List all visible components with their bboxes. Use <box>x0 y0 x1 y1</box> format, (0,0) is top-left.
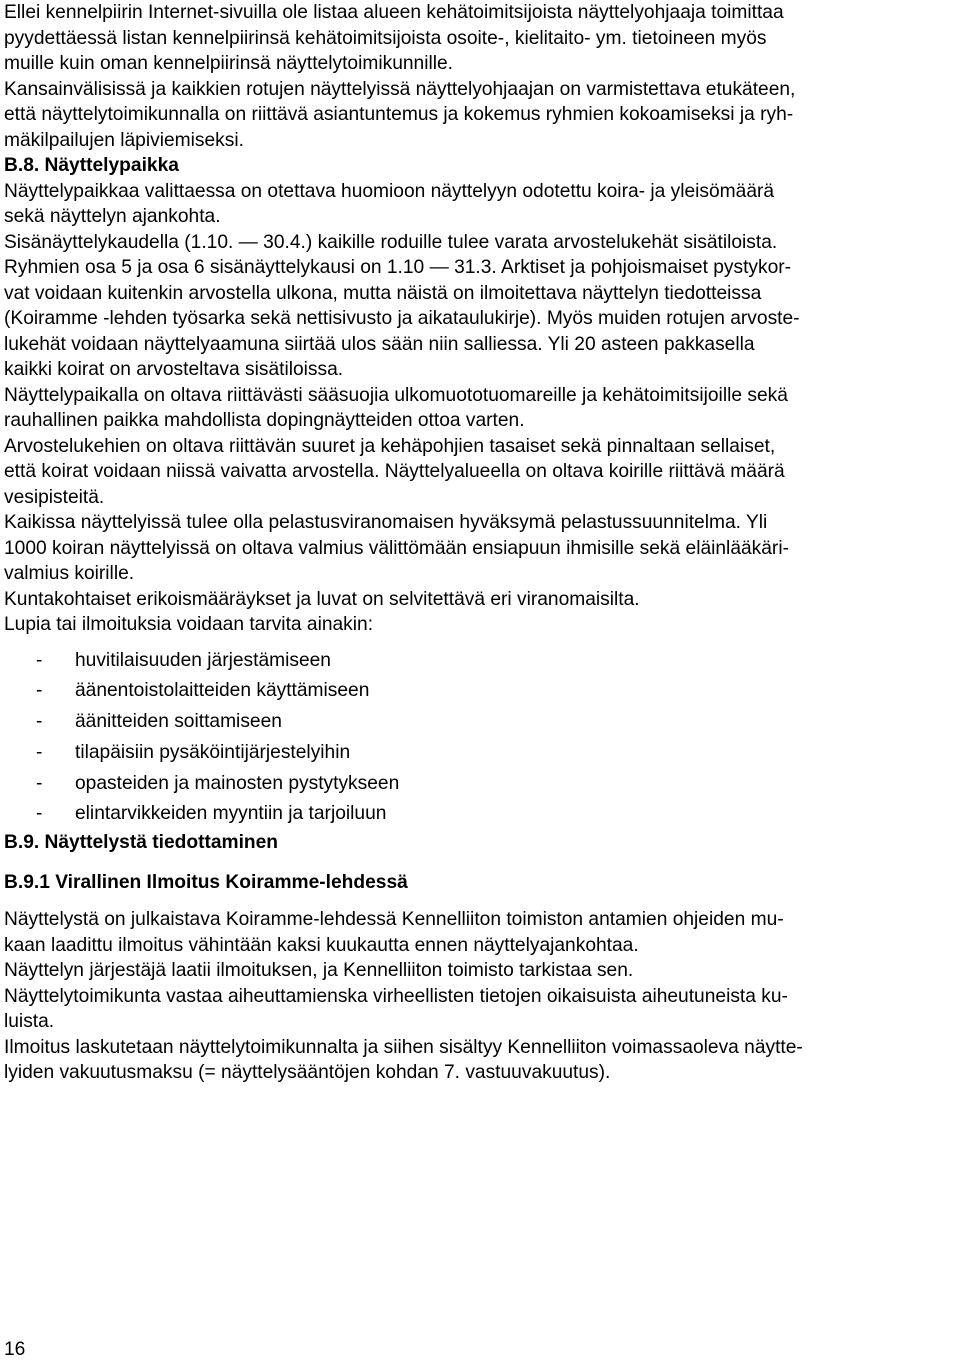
text-line: Kuntakohtaiset erikoismääräykset ja luvat on selvitettävä eri viranomaisilta. <box>4 588 640 610</box>
paragraph-weather-shelters <box>4 383 956 434</box>
list-item-text: äänentoistolaitteiden käyttämiseen <box>75 680 370 702</box>
paragraph-venue-selection <box>4 179 956 230</box>
paragraph-rings <box>4 434 956 511</box>
permits-list <box>4 646 956 831</box>
text-line: Näyttelystä on julkaistava Koiramme-lehdessä Kennelliiton toimiston antamien ohjeiden mu- <box>4 909 784 931</box>
text-line: Arvostelukehien on oltava riittävän suuret ja kehäpohjien tasaiset sekä pinnaltaan sellaiset, <box>4 435 776 457</box>
text-line: muille kuin oman kennelpiirinsä näyttelytoimikunnille. <box>4 53 453 74</box>
section-heading-b9 <box>4 830 956 856</box>
document-page <box>4 0 956 1086</box>
dash-bullet: - <box>36 711 43 733</box>
text-line: Kansainvälisissä ja kaikkien rotujen näyttelyissä näyttelyohjaajan on varmistettava etukäteen, <box>4 78 796 100</box>
paragraph-organizer-drafts <box>4 958 956 984</box>
text-line: Ellei kennelpiirin Internet-sivuilla ole listaa alueen kehätoimitsijoista näyttelyohjaaja toimittaa <box>4 2 784 23</box>
text-line: 1000 koiran näyttelyissä on oltava valmius välittömään ensiapuun ihmisille sekä eläinlääkäri- <box>4 537 789 559</box>
page-number: 16 <box>4 1339 26 1360</box>
dash-bullet: - <box>36 741 43 763</box>
text-line: kaikki koirat on arvosteltava sisätiloissa. <box>4 359 344 380</box>
text-line: rauhallinen paikka mahdollista dopingnäytteiden ottoa varten. <box>4 410 525 431</box>
paragraph-invoicing <box>4 1035 956 1086</box>
text-line: Näyttelyn järjestäjä laatii ilmoituksen, ja Kennelliiton toimisto tarkistaa sen. <box>4 960 634 982</box>
text-line: Näyttelypaikkaa valittaessa on otettava huomioon näyttelyyn odotettu koira- ja yleisömäärä <box>4 180 775 202</box>
text-line: mäkilpailujen läpiviemiseksi. <box>4 129 244 151</box>
paragraph-rescue-plan <box>4 510 956 587</box>
list-item-text: tilapäisiin pysäköintijärjestelyihin <box>75 741 351 763</box>
paragraph-indoor-season <box>4 230 956 383</box>
text-line: Kaikissa näyttelyissä tulee olla pelastusviranomaisen hyväksymä pelastussuunnitelma. Yli <box>4 512 768 533</box>
text-line: lukehät voidaan näyttelyaamuna siirtää ulos sään niin salliessa. Yli 20 asteen pakkasella <box>4 333 755 355</box>
dash-bullet: - <box>36 772 43 794</box>
paragraph-kennelpiiri-list <box>4 0 956 77</box>
text-line: että näyttelytoimikunnalla on riittävä asiantuntemus ja kokemus ryhmien kokoamiseksi ja ryh- <box>4 104 794 125</box>
paragraph-official-notice <box>4 907 956 958</box>
text-line: vesipisteitä. <box>4 486 105 508</box>
dash-bullet: - <box>36 649 43 671</box>
list-item-text: opasteiden ja mainosten pystytykseen <box>75 772 400 794</box>
paragraph-international-shows <box>4 77 956 154</box>
list-item <box>4 676 956 707</box>
section-heading-b91 <box>4 870 956 896</box>
paragraph-corrections <box>4 984 956 1035</box>
text-line: kaan laadittu ilmoitus vähintään kaksi kuukautta ennen näyttelyajankohtaa. <box>4 934 639 956</box>
text-line: (Koiramme -lehden työsarka sekä nettisivusto ja aikataulukirje). Myös muiden rotujen arvoste- <box>4 308 800 329</box>
text-line: valmius koirille. <box>4 563 135 584</box>
list-item-text: äänitteiden soittamiseen <box>75 711 282 733</box>
dash-bullet: - <box>36 680 43 702</box>
list-item <box>4 799 956 830</box>
text-line: Ilmoitus laskutetaan näyttelytoimikunnalta ja siihen sisältyy Kennelliiton voimassaoleva näytte- <box>4 1036 803 1058</box>
list-item <box>4 769 956 800</box>
text-line: että koirat voidaan niissä vaivatta arvostella. Näyttelyalueella on oltava koirille riittävä määrä <box>4 461 785 482</box>
list-item <box>4 738 956 769</box>
text-line: lyiden vakuutusmaksu (= näyttelysääntöjen kohdan 7. vastuuvakuutus). <box>4 1062 611 1084</box>
list-item <box>4 646 956 677</box>
text-line: sekä näyttelyn ajankohta. <box>4 206 221 227</box>
text-line: Näyttelytoimikunta vastaa aiheuttamienska virheellisten tietojen oikaisuista aiheutuneista ku- <box>4 985 788 1007</box>
paragraph-municipal-permits <box>4 587 956 613</box>
heading-text: B.9.1 Virallinen Ilmoitus Koiramme-lehdessä <box>4 871 408 893</box>
list-item <box>4 707 956 738</box>
heading-text: B.8. Näyttelypaikka <box>4 155 179 176</box>
section-heading-b8 <box>4 153 956 179</box>
text-line: vat voidaan kuitenkin arvostella ulkona, mutta näistä on ilmoitettava näyttelyn tiedotteissa <box>4 282 762 304</box>
heading-text: B.9. Näyttelystä tiedottaminen <box>4 832 279 854</box>
paragraph-permits-intro <box>4 612 956 638</box>
text-line: Näyttelypaikalla on oltava riittävästi sääsuojia ulkomuototuomareille ja kehätoimitsijoille sekä <box>4 384 788 406</box>
list-item-text: elintarvikkeiden myyntiin ja tarjoiluun <box>75 803 387 825</box>
text-line: luista. <box>4 1011 55 1033</box>
list-item-text: huvitilaisuuden järjestämiseen <box>75 649 331 671</box>
dash-bullet: - <box>36 803 43 825</box>
text-line: Lupia tai ilmoituksia voidaan tarvita ainakin: <box>4 614 374 635</box>
text-line: Sisänäyttelykaudella (1.10. — 30.4.) kaikille roduille tulee varata arvostelukehät sisätiloista. <box>4 231 778 253</box>
text-line: pyydettäessä listan kennelpiirinsä kehätoimitsijoista osoite-, kielitaito- ym. tietoineen myös <box>4 27 767 49</box>
text-line: Ryhmien osa 5 ja osa 6 sisänäyttelykausi on 1.10 — 31.3. Arktiset ja pohjoismaiset pystykor- <box>4 257 792 278</box>
